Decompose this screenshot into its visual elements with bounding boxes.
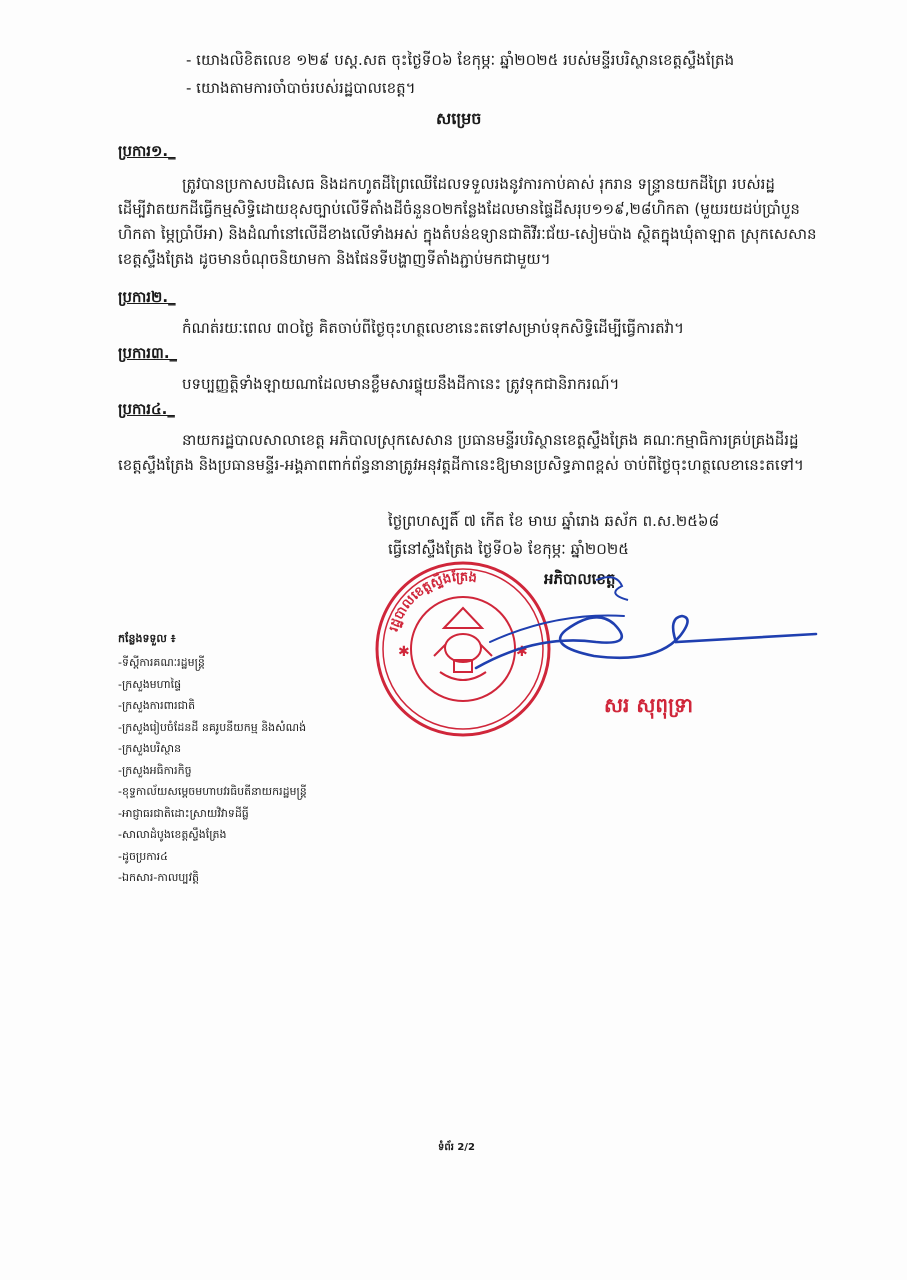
recipient-item: -ខុទ្ទកាល័យសម្តេចមហាបវរធិបតីនាយករដ្ឋមន្ត្រី: [118, 785, 307, 798]
recipient-item: -ក្រសួងបរិស្ថាន: [118, 742, 182, 755]
recipient-item: -សាលាដំបូងខេត្តស្ទឹងត្រែង: [118, 828, 227, 841]
article-2-title: [118, 288, 176, 310]
recipient-item: -ឯកសារ-កាលប្បវត្តិ: [118, 871, 200, 884]
article-2-paragraph: កំណត់រយៈពេល ៣០ថ្ងៃ គិតចាប់ពីថ្ងៃចុះហត្ថលេខានេះតទៅសម្រាប់ទុកសិទ្ធិដើម្បីធ្វើការតវ៉ា។: [182, 319, 685, 337]
recipient-item: -ក្រសួងរៀបចំដែនដី នគរូបនីយកម្ម និងសំណង់: [118, 720, 307, 734]
recipient-item: -ក្រសួងការពារជាតិ: [118, 699, 196, 712]
signer-name: សរ សុពុទ្រា: [604, 693, 694, 717]
article-2-text: [118, 316, 818, 341]
svg-text:✱: ✱: [516, 644, 528, 660]
article-3-paragraph: បទប្បញ្ញត្តិទាំងឡាយណាដែលមានខ្លឹមសារផ្ទុយនឹងដីកានេះ ត្រូវទុកជានិរាករណ៍។: [182, 375, 620, 393]
handwritten-signature-icon: [446, 572, 818, 692]
article-4-text: [118, 428, 818, 478]
svg-text:✱: ✱: [398, 644, 410, 660]
recipient-item: -ក្រសួងអធិការកិច្ច: [118, 763, 192, 777]
article-3-text: [118, 372, 818, 397]
recipient-item: -ទីស្តីការគណៈរដ្ឋមន្ត្រី: [118, 656, 205, 669]
recipient-item: -ក្រសួងមហាផ្ទៃ: [118, 677, 182, 691]
article-1-title-text: ប្រការ១._: [118, 142, 176, 160]
place-date: ធ្វើនៅស្ទឹងត្រែង ថ្ងៃទី០៦ ខែកុម្ភៈ ឆ្នាំ២០២៥: [388, 540, 629, 558]
article-1-text: [118, 172, 818, 272]
article-3-title-text: ប្រការ៣._: [118, 344, 178, 362]
recipients-list: [118, 652, 307, 889]
article-4-title-text: ប្រការ៤._: [118, 400, 175, 418]
article-4-paragraph: នាយករដ្ឋបាលសាលាខេត្ត អភិបាលស្រុកសេសាន ប្រធានមន្ទីរបរិស្ថានខេត្តស្ទឹងត្រែង គណៈកម្មាធិការគ្រប់គ្រងដីរដ្ឋខេត្តស្ទឹងត្រែង និងប្រធានមន្ទីរ-អង្គភាពពាក់ព័ន្ធនានាត្រូវអនុវត្តដីកានេះឱ្យមានប្រសិទ្ធភាពខ្ពស់ ចាប់ពីថ្ងៃចុះហត្ថលេខានេះតទៅ។: [118, 431, 804, 474]
decision-heading: សម្រេច: [436, 109, 482, 128]
intro-line-2: - យោងតាមការចាំបាច់របស់រដ្ឋបាលខេត្ត។: [186, 79, 416, 97]
article-4-title: [118, 400, 175, 422]
seal-text: រដ្ឋបាលខេត្តស្ទឹងត្រែង: [386, 569, 478, 634]
recipient-item: -អាជ្ញាធរជាតិដោះស្រាយវិវាទដីធ្លី: [118, 806, 249, 820]
recipient-item: -ដូចប្រការ៤: [118, 849, 168, 863]
page-number: ទំព័រ 2/2: [438, 1142, 475, 1153]
lunar-date: ថ្ងៃព្រហស្បតិ៍ ៧ កើត ខែ មាឃ ឆ្នាំរោង ឆស័ក ព.ស.២៥៦៨: [388, 512, 720, 530]
intro-line-1: - យោងលិខិតលេខ ១២៩ បស្ត.សត ចុះថ្ងៃទី០៦ ខែកុម្ភៈ ឆ្នាំ២០២៥ របស់មន្ទីរបរិស្ថានខេត្តស្ទឹងត្រែង: [186, 51, 735, 69]
signer-role: អភិបាលខេត្ត: [544, 570, 616, 588]
article-1-paragraph: ត្រូវបានប្រកាសបដិសេធ និងដកហូតដីព្រៃឈើដែលទទួលរងនូវការកាប់គាស់ រុករាន ទន្ទ្រានយកដីព្រៃ របស់រដ្ឋដើម្បីវាតយកដីធ្វើកម្មសិទ្ធិដោយខុសច្បាប់លើទីតាំងដីចំនួន០២កន្លែងដែលមានផ្ទៃដីសរុប១១៩,២៨ហិកតា (មួយរយដប់ប្រាំបួនហិកតា ម្ភៃប្រាំបីអា) និងដំណាំនៅលើដីខាងលើទាំងអស់ ក្នុងតំបន់ឧទ្យានជាតិវីរៈជ័យ-សៀមប៉ាង ស្ថិតក្នុងឃុំតាឡាត ស្រុកសេសាន ខេត្តស្ទឹងត្រែង ដូចមានចំណុចនិយាមកា និងផែនទីបង្ហាញទីតាំងភ្ជាប់មកជាមួយ។: [118, 175, 817, 268]
article-2-title-text: ប្រការ២._: [118, 288, 176, 306]
article-1-title: [118, 142, 176, 164]
recipients-title: កន្លែងទទួល ៖: [118, 632, 176, 645]
article-3-title: [118, 344, 177, 366]
